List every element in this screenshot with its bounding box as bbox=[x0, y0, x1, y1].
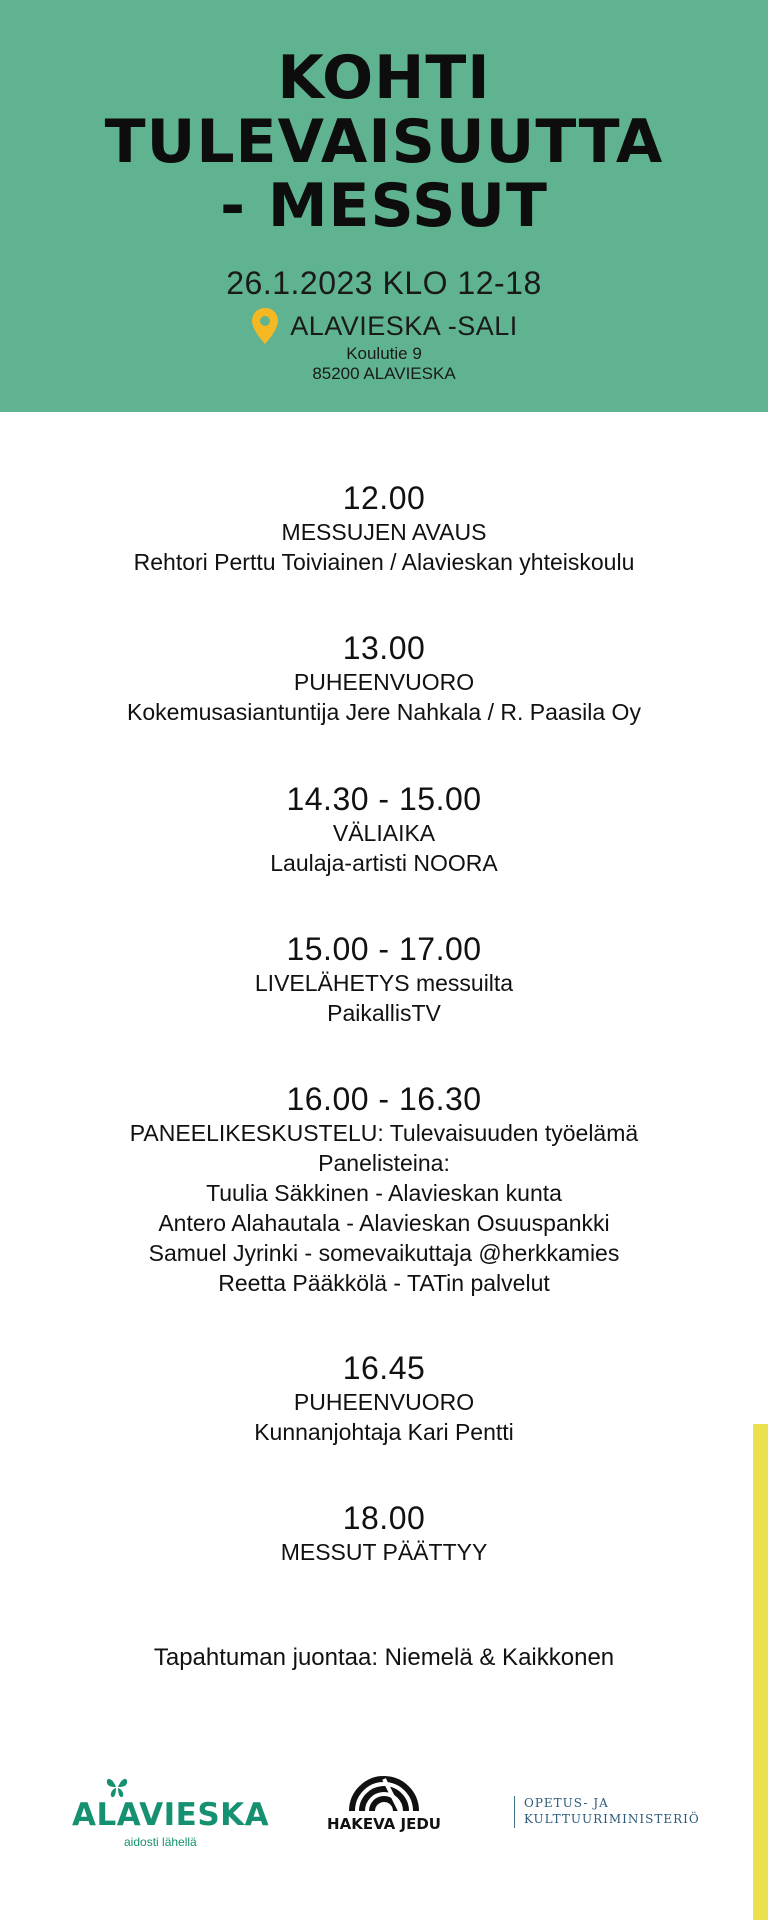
event-title bbox=[0, 43, 768, 241]
title-line: KOHTI bbox=[277, 43, 491, 113]
okm-line-1: OPETUS- JA bbox=[524, 1796, 609, 1810]
alavieska-logo bbox=[72, 1775, 270, 1849]
program-item bbox=[0, 1080, 768, 1298]
program-time: 14.30 - 15.00 bbox=[286, 781, 482, 817]
program-item bbox=[0, 1349, 768, 1447]
program-detail: PaikallisTV bbox=[327, 1000, 441, 1026]
program-title: LIVELÄHETYS messuilta bbox=[254, 970, 514, 996]
program-time: 16.00 - 16.30 bbox=[286, 1081, 482, 1117]
header-banner bbox=[0, 0, 768, 412]
alavieska-name: ALAVIESKA bbox=[72, 1797, 270, 1833]
location-pin-icon bbox=[250, 307, 280, 345]
okm-rule bbox=[514, 1796, 515, 1828]
jedu-name: HAKEVA JEDU bbox=[327, 1815, 441, 1833]
title-line: - MESSUT bbox=[220, 171, 548, 241]
program-time: 12.00 bbox=[342, 480, 426, 516]
program-item bbox=[0, 629, 768, 727]
event-host: Tapahtuman juontaa: Niemelä & Kaikkonen bbox=[153, 1644, 615, 1671]
program-title: VÄLIAIKA bbox=[332, 820, 436, 846]
butterfly-icon bbox=[104, 1775, 130, 1799]
address-line: Koulutie 9 bbox=[346, 344, 422, 363]
program-item bbox=[0, 930, 768, 1028]
okm-logo bbox=[514, 1794, 700, 1828]
program-title: PUHEENVUORO bbox=[293, 669, 475, 695]
program-title: MESSUT PÄÄTTYY bbox=[280, 1539, 488, 1565]
panelist: Tuulia Säkkinen - Alavieskan kunta bbox=[206, 1180, 562, 1206]
program-time: 18.00 bbox=[342, 1500, 426, 1536]
venue bbox=[0, 306, 768, 346]
program-item bbox=[0, 479, 768, 577]
program-detail: Kunnanjohtaja Kari Pentti bbox=[254, 1419, 514, 1445]
venue-address bbox=[0, 344, 768, 384]
panelist: Samuel Jyrinki - somevaikuttaja @herkkamies bbox=[148, 1240, 620, 1266]
program-detail: Kokemusasiantuntija Jere Nahkala / R. Paasila Oy bbox=[127, 699, 641, 725]
program-title: PANEELIKESKUSTELU: Tulevaisuuden työelämä bbox=[129, 1120, 639, 1146]
address-line: 85200 ALAVIESKA bbox=[312, 364, 456, 383]
program-title: MESSUJEN AVAUS bbox=[281, 519, 487, 545]
panelist: Reetta Pääkkölä - TATin palvelut bbox=[218, 1270, 550, 1296]
program-item bbox=[0, 780, 768, 878]
program-time: 16.45 bbox=[342, 1350, 426, 1386]
program-time: 15.00 - 17.00 bbox=[286, 931, 482, 967]
panelist: Antero Alahautala - Alavieskan Osuuspankki bbox=[158, 1210, 610, 1236]
program-title: PUHEENVUORO bbox=[293, 1389, 475, 1415]
jedu-logo bbox=[326, 1773, 442, 1843]
jedu-arcs-icon bbox=[346, 1773, 422, 1813]
event-date: 26.1.2023 KLO 12-18 bbox=[226, 265, 542, 301]
program-detail: Rehtori Perttu Toiviainen / Alavieskan yhteiskoulu bbox=[133, 549, 635, 575]
accent-bar bbox=[753, 1424, 768, 1920]
okm-line-2: KULTTUURIMINISTERIÖ bbox=[524, 1812, 700, 1826]
title-line: TULEVAISUUTTA bbox=[104, 107, 664, 177]
alavieska-tagline: aidosti lähellä bbox=[124, 1835, 197, 1849]
program-detail: Laulaja-artisti NOORA bbox=[270, 850, 498, 876]
program-detail: Panelisteina: bbox=[318, 1150, 450, 1176]
venue-name: ALAVIESKA -SALI bbox=[290, 310, 518, 341]
program-time: 13.00 bbox=[342, 630, 426, 666]
program-item bbox=[0, 1499, 768, 1567]
